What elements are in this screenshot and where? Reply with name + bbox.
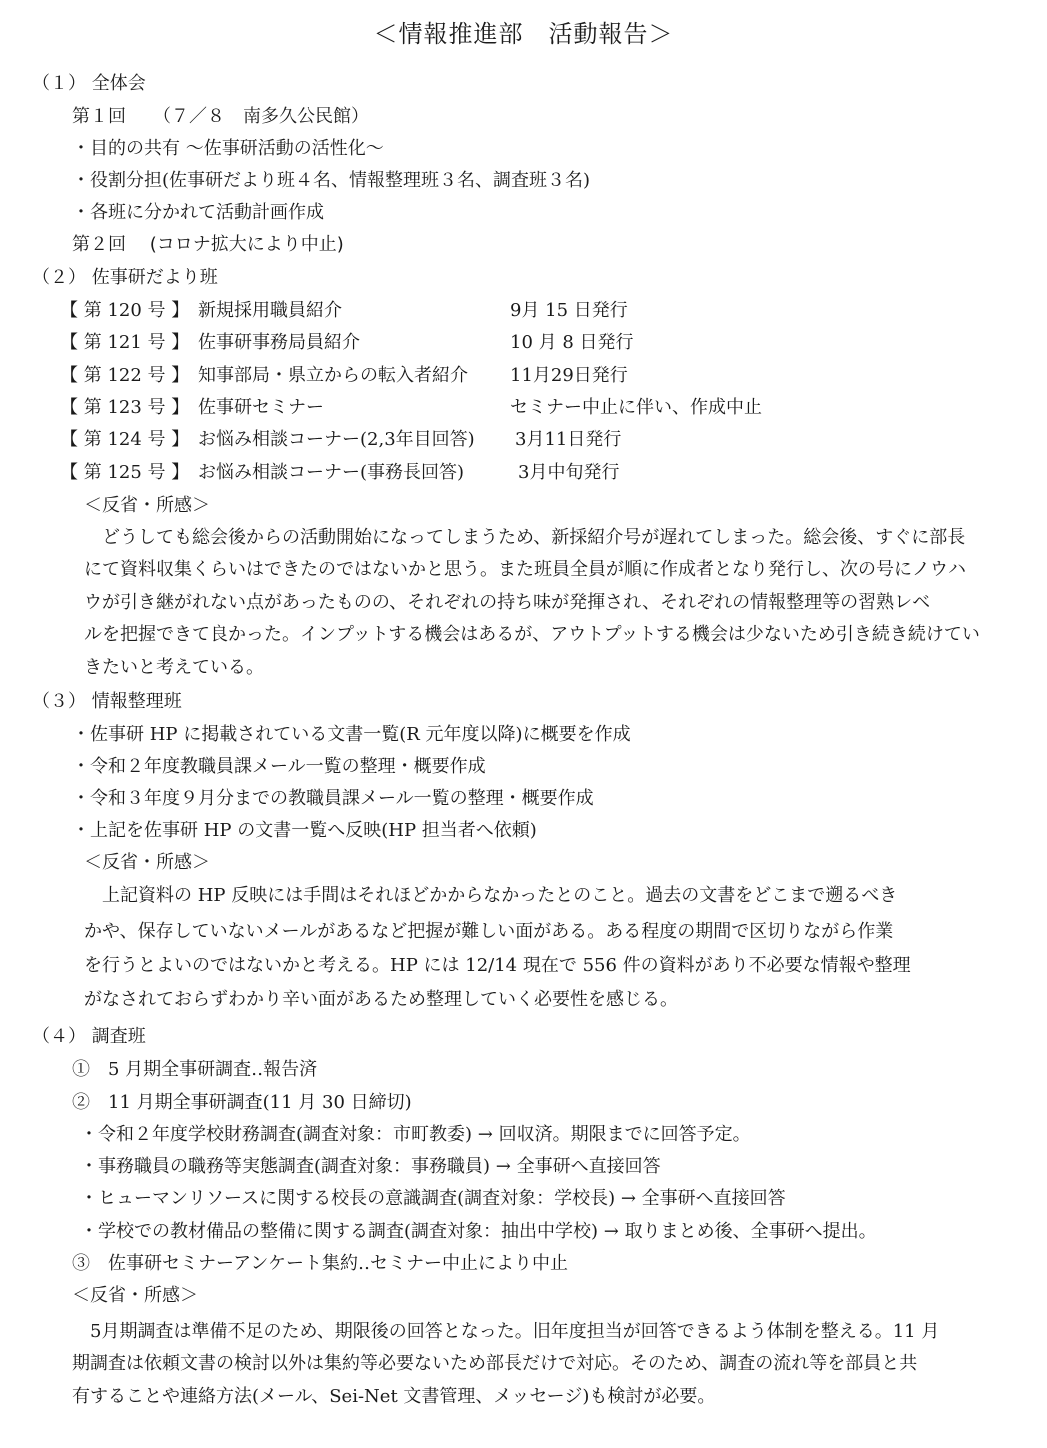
survey-sub-bullet: ・令和２年度学校財務調査(調査対象：市町教委) → 回収済。期限までに回答予定。 xyxy=(80,1124,751,1145)
reflection-line: どうしても総会後からの活動開始になってしまうため、新採紹介号が遅れてしまった。総会後、すぐに部長 xyxy=(84,527,966,548)
bullet-item: ・令和３年度９月分までの教職員課メール一覧の整理・概要作成 xyxy=(72,788,594,809)
issue-number: 【 第 122 号 】 xyxy=(60,365,190,386)
section-heading-survey-team: （４） 調査班 xyxy=(32,1026,146,1047)
reflection-line: 有することや連絡方法(メール、Sei-Net 文書管理、メッセージ)も検討が必要。 xyxy=(72,1386,716,1407)
section-heading-general-meeting: （１） 全体会 xyxy=(32,73,146,94)
issue-title: お悩み相談コーナー(事務長回答) xyxy=(198,462,465,483)
meeting-2: 第２回 (コロナ拡大により中止) xyxy=(72,234,344,255)
reflection-line: がなされておらずわかり辛い面があるため整理していく必要性を感じる。 xyxy=(84,989,678,1010)
survey-item-2: ② 11 月期全事研調査(11 月 30 日締切) xyxy=(72,1092,412,1113)
survey-sub-bullet: ・事務職員の職務等実態調査(調査対象：事務職員) → 全事研へ直接回答 xyxy=(80,1156,661,1177)
issue-number: 【 第 124 号 】 xyxy=(60,429,190,450)
reflection-line: きたいと考えている。 xyxy=(84,657,264,678)
issue-status: 3月中旬発行 xyxy=(518,462,620,483)
issue-number: 【 第 121 号 】 xyxy=(60,332,190,353)
issue-title: 新規採用職員紹介 xyxy=(198,300,342,321)
bullet-item: ・上記を佐事研 HP の文書一覧へ反映(HP 担当者へ依頼) xyxy=(72,820,537,841)
bullet-item: ・佐事研 HP に掲載されている文書一覧(R 元年度以降)に概要を作成 xyxy=(72,724,631,745)
reflection-label: ＜反省・所感＞ xyxy=(84,852,210,873)
reflection-line: かや、保存していないメールがあるなど把握が難しい面がある。ある程度の期間で区切りながら作業 xyxy=(84,921,894,942)
reflection-line: を行うとよいのではないかと考える。HP には 12/14 現在で 556 件の資料があり不必要な情報や整理 xyxy=(84,955,911,976)
section-heading-info-team: （３） 情報整理班 xyxy=(32,691,182,712)
issue-title: お悩み相談コーナー(2,3年目回答) xyxy=(198,429,475,450)
survey-item-3: ③ 佐事研セミナーアンケート集約‥セミナー中止により中止 xyxy=(72,1253,569,1274)
bullet-item: ・令和２年度教職員課メール一覧の整理・概要作成 xyxy=(72,756,486,777)
issue-status: 3月11日発行 xyxy=(515,429,622,450)
bullet-item: ・目的の共有 〜佐事研活動の活性化〜 xyxy=(72,138,384,159)
reflection-label: ＜反省・所感＞ xyxy=(84,495,210,516)
section-heading-newsletter-team: （２） 佐事研だより班 xyxy=(32,267,218,288)
bullet-item: ・各班に分かれて活動計画作成 xyxy=(72,202,324,223)
reflection-label: ＜反省・所感＞ xyxy=(72,1285,198,1306)
reflection-line: ウが引き継がれない点があったものの、それぞれの持ち味が発揮され、それぞれの情報整理等の習熟レベ xyxy=(84,592,931,613)
issue-title: 知事部局・県立からの転入者紹介 xyxy=(198,365,468,386)
meeting-1: 第１回 （７／８ 南多久公民館） xyxy=(72,106,369,127)
page-title: ＜情報推進部 活動報告＞ xyxy=(373,20,674,48)
reflection-line: 期調査は依頼文書の検討以外は集約等必要ないため部長だけで対応。そのため、調査の流れ等を部員と共 xyxy=(72,1353,918,1374)
survey-sub-bullet: ・ヒューマンリソースに関する校長の意識調査(調査対象：学校長) → 全事研へ直接回答 xyxy=(80,1188,786,1209)
issue-title: 佐事研事務局員紹介 xyxy=(198,332,360,353)
issue-status: 9月 15 日発行 xyxy=(510,300,628,321)
issue-number: 【 第 125 号 】 xyxy=(60,462,190,483)
issue-status: 10 月 8 日発行 xyxy=(510,332,634,353)
issue-status: セミナー中止に伴い、作成中止 xyxy=(510,397,762,418)
bullet-item: ・役割分担(佐事研だより班４名、情報整理班３名、調査班３名) xyxy=(72,170,591,191)
reflection-line: 5月期調査は準備不足のため、期限後の回答となった。旧年度担当が回答できるよう体制を整える。11 月 xyxy=(72,1321,940,1342)
survey-sub-bullet: ・学校での教材備品の整備に関する調査(調査対象：抽出中学校) → 取りまとめ後、全事研へ提出。 xyxy=(80,1221,877,1242)
issue-number: 【 第 120 号 】 xyxy=(60,300,190,321)
issue-number: 【 第 123 号 】 xyxy=(60,397,190,418)
survey-item-1: ① 5 月期全事研調査‥報告済 xyxy=(72,1059,318,1080)
reflection-line: 上記資料の HP 反映には手間はそれほどかからなかったとのこと。過去の文書をどこまで遡るべき xyxy=(84,885,898,906)
issue-status: 11月29日発行 xyxy=(510,365,628,386)
issue-title: 佐事研セミナー xyxy=(198,397,324,418)
reflection-line: ルを把握できて良かった。インプットする機会はあるが、アウトプットする機会は少ないため引き続き続けてい xyxy=(84,624,980,645)
reflection-line: にて資料収集くらいはできたのではないかと思う。また班員全員が順に作成者となり発行し、次の号にノウハ xyxy=(84,559,966,580)
